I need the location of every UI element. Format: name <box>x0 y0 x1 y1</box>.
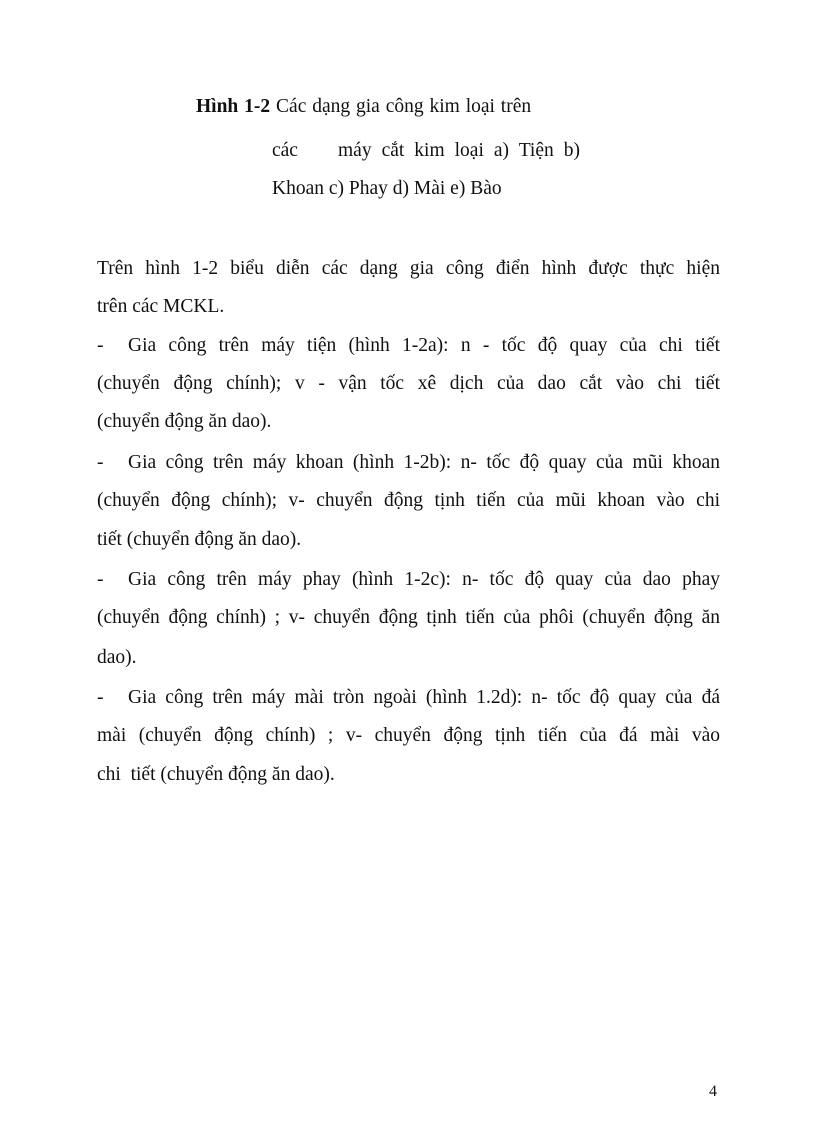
bullet-line: chi tiết (chuyển động ăn dao). <box>97 764 335 785</box>
bullet-first-line: Gia công trên máy khoan (hình 1-2b): n- tốc độ quay của mũi khoan <box>128 452 720 473</box>
bullet-line: (chuyển động chính); v- chuyển động tịnh tiến của mũi khoan vào chi <box>97 490 720 511</box>
bullet-line: (chuyển động chính); v - vận tốc xê dịch của dao cắt vào chi tiết <box>97 373 720 394</box>
bullet-line: (chuyển động chính) ; v- chuyển động tịnh tiến của phôi (chuyển động ăn <box>97 607 720 628</box>
bullet-line: mài (chuyển động chính) ; v- chuyển động tịnh tiến của đá mài vào <box>97 725 720 746</box>
page-number: 4 <box>709 1083 717 1100</box>
bullet-line: (chuyển động ăn dao). <box>97 411 272 432</box>
bullet-first-line: Gia công trên máy tiện (hình 1-2a): n - tốc độ quay của chi tiết <box>128 335 720 356</box>
caption-line-3: Khoan c) Phay d) Mài e) Bào <box>272 178 502 199</box>
bullet-line: dao). <box>97 647 137 668</box>
caption-line-2: các máy cắt kim loại a) Tiện b) <box>272 140 580 161</box>
bullet-line: tiết (chuyển động ăn dao). <box>97 529 302 550</box>
bullet-dash: - <box>97 452 104 473</box>
bullet-dash: - <box>97 687 104 708</box>
caption-line-1-text: Các dạng gia công kim loại trên <box>270 96 532 117</box>
intro-line-2: trên các MCKL. <box>97 296 225 317</box>
caption-line-1 <box>196 96 531 118</box>
bullet-first-line: Gia công trên máy phay (hình 1-2c): n- tốc độ quay của dao phay <box>128 569 720 590</box>
bullet-dash: - <box>97 569 104 590</box>
bullet-dash: - <box>97 335 104 356</box>
bullet-first-line: Gia công trên máy mài tròn ngoài (hình 1.2d): n- tốc độ quay của đá <box>128 687 720 708</box>
figure-label: Hình 1-2 <box>196 96 271 117</box>
intro-line-1: Trên hình 1-2 biểu diễn các dạng gia công điển hình được thực hiện <box>97 258 720 279</box>
